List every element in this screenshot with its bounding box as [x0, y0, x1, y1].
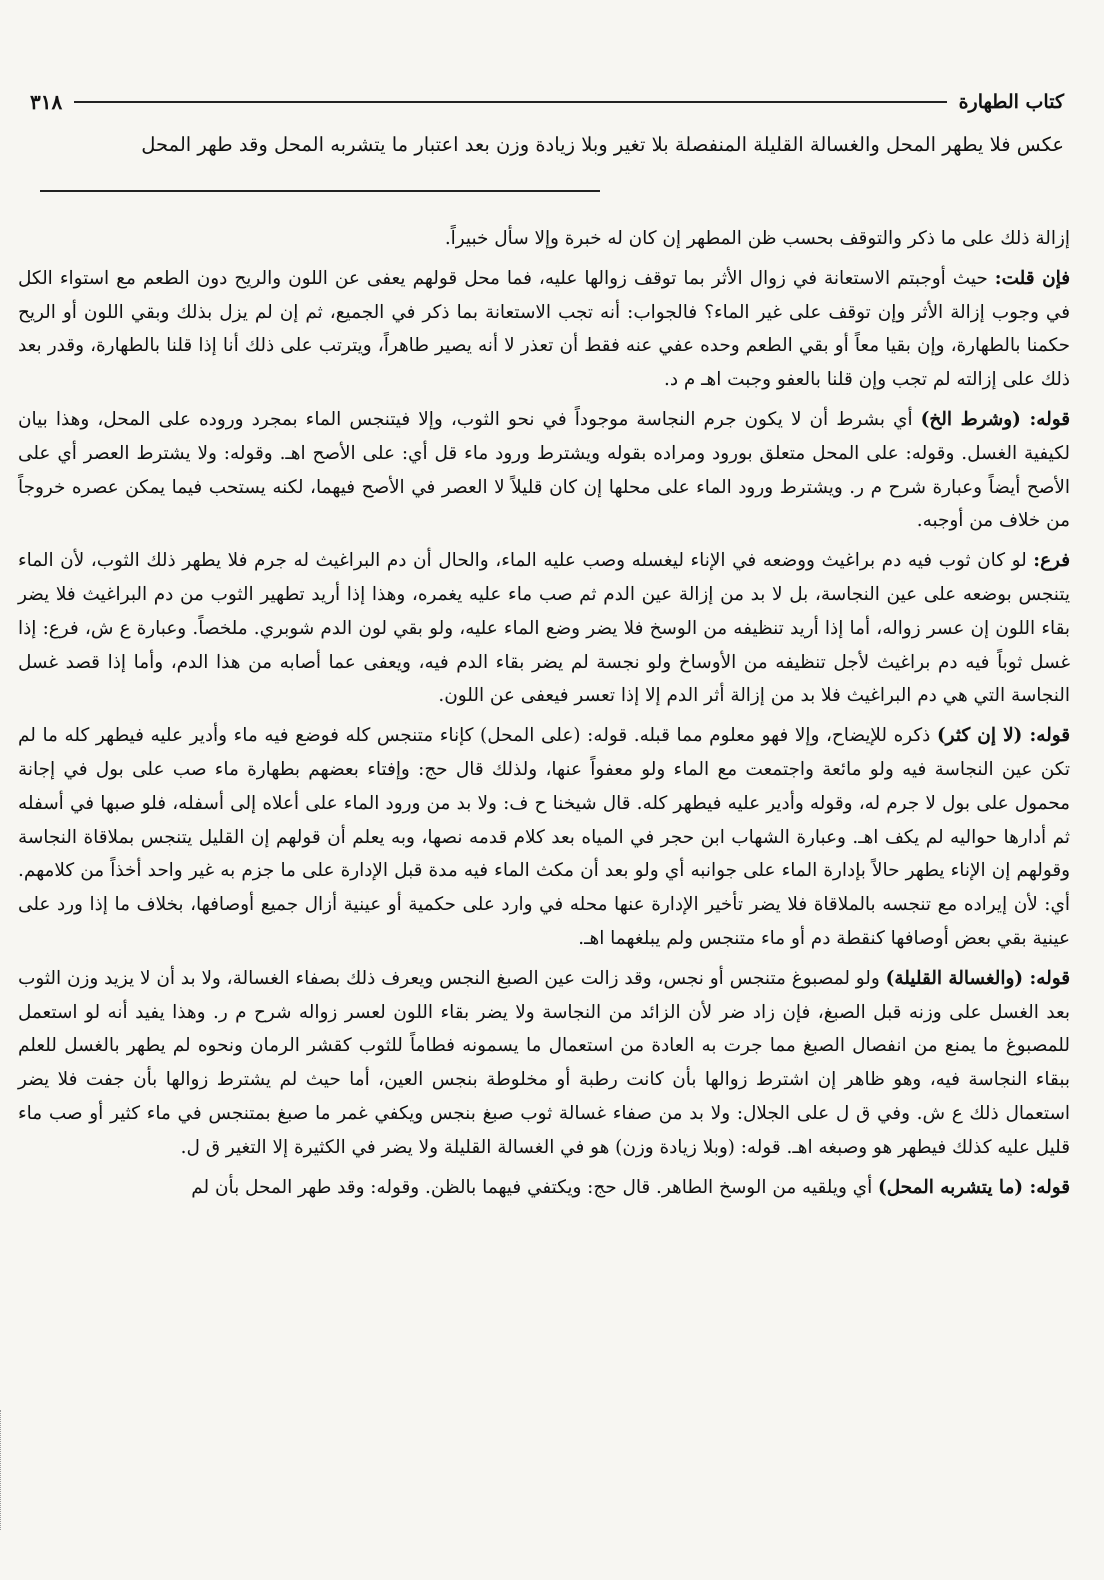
- paragraph-1: [18, 222, 1070, 256]
- paragraph-2-lead: فإن قلت:: [994, 267, 1071, 289]
- paragraph-4: [18, 544, 1070, 713]
- paragraph-6-text: ولو لمصبوغ متنجس أو نجس، وقد زالت عين الصبغ النجس ويعرف ذلك بصفاء الغسالة، ولا بد أن لا يزيد وزن الثوب بعد الغسل على وزنه قبل الصبغ، فإن زاد ضر لأن الزائد من النجاسة ولا يضر بقاء اللون لعسر زواله شرح م ر. وهذا يفيد أنه لو استعمل للمصبوغ ما يمنع من انفصال الصبغ مما جرت به العادة من استعمال ما يسمونه فطاماً للثوب كقشر الرمان ونحوه لم يطهر بالغسل للعلم ببقاء النجاسة فيه، وهو ظاهر إن اشترط زوالها بأن كانت رطبة أو مخلوطة بنجس العين، أما حيث لم يشترط زوالها بأن جفت فلا يضر استعمال ذلك ع ش. وفي ق ل على الجلال: ولا بد من صفاء غسالة ثوب صبغ بنجس ويكفي غمر ما صبغ بمتنجس في ماء كثير أو صب ماء قليل عليه كذلك فيطهر هو وصبغه اهـ. قوله: (وبلا زيادة وزن) هو في الغسالة القليلة ولا يضر في الكثيرة إلا التغير ق ل.: [18, 967, 1070, 1158]
- main-text-line: عكس فلا يطهر المحل والغسالة القليلة المنفصلة بلا تغير وبلا زيادة وزن بعد اعتبار ما يتشربه المحل وقد طهر المحل: [141, 133, 1064, 156]
- paragraph-3-keyword: (وشرط الخ): [920, 408, 1021, 430]
- footnote-divider: [40, 190, 600, 192]
- page-header: [30, 84, 1064, 120]
- paragraph-5: [18, 719, 1070, 956]
- paragraph-5-text: ذكره للإيضاح، وإلا فهو معلوم مما قبله. قوله: (على المحل) كإناء متنجس كله فوضع فيه ماء وأدير عليه فيطهر كله ما لم تكن عين النجاسة فيه ولو مائعة واجتمعت مع الماء ولو معفواً عنها، ولذلك قال حج: وإفتاء بعضهم بطهارة ماء صب على بول في إجانة محمول على بول لا جرم له، وقوله وأدير عليه فيطهر كله. قال شيخنا ح ف: ولا بد من ورود الماء على أعلاه إلى أسفله، فلو صبها في أسفله ثم أدارها حواليه لم يكف اهـ. وعبارة الشهاب ابن حجر في المياه بعد كلام قدمه نصها، وبه يعلم أن قولهم إن القليل يتنجس بملاقاة النجاسة وقولهم إن الإناء يطهر حالاً بإدارة الماء على جوانبه أي ولو بعد أن مكث الماء فيه مدة قبل الإدارة على ما جزم به غير واحد أخذاً من كلامهم. أي: لأن إيراده مع تنجسه بالملاقاة فلا يضر تأخير الإدارة عنها محله في وارد على حكمية أو عينية أزال جميع أوصافها، بخلاف ما إذا ورد على عينية بقي بعض أوصافها كنقطة دم أو ماء متنجس ولم يبلغهما اهـ.: [18, 725, 1070, 949]
- paragraph-3-intro: قوله:: [1020, 408, 1070, 430]
- paragraph-5-intro: قوله:: [1022, 725, 1071, 747]
- commentary-body: [18, 222, 1070, 1210]
- paragraph-2-text: حيث أوجبتم الاستعانة في زوال الأثر بما توقف زوالها عليه، فما محل قولهم يعفى عن اللون والريح دون الطعم مع استواء الكل في وجوب إزالة الأثر وإن توقف على غير الماء؟ فالجواب: أنه تجب الاستعانة بما ذكر في الجميع، ثم إن لم يزل بذلك وبقي اللون أو الريح حكمنا بالطهارة، وإن بقيا معاً أو بقي الطعم وحده عفي عنه فقط أن تعذر لا أنه يصير طاهراً، ويترتب على ذلك أنا إذا قلنا بالطهارة، وقدر بعد ذلك على إزالته لم تجب وإن قلنا بالعفو وجبت اهـ م د.: [18, 267, 1070, 391]
- paragraph-7: [18, 1171, 1070, 1205]
- running-title: كتاب الطهارة: [958, 91, 1064, 113]
- paragraph-7-text: أي ويلقيه من الوسخ الطاهر. قال حج: ويكتفي فيهما بالظن. وقوله: وقد طهر المحل بأن لم: [191, 1176, 879, 1198]
- scan-edge-mark: [0, 1410, 17, 1530]
- paragraph-3: [18, 403, 1070, 538]
- header-rule: [74, 101, 946, 103]
- paragraph-7-intro: قوله:: [1023, 1176, 1070, 1198]
- paragraph-6-keyword: (والغسالة القليلة): [885, 967, 1024, 989]
- paragraph-2: [18, 262, 1070, 397]
- page-number: ٣١٨: [30, 90, 63, 114]
- paragraph-1-text: إزالة ذلك على ما ذكر والتوقف بحسب ظن المطهر إن كان له خبرة وإلا سأل خبيراً.: [444, 228, 1070, 249]
- paragraph-4-text: لو كان ثوب فيه دم براغيث ووضعه في الإناء ليغسله وصب عليه الماء، والحال أن دم البراغيث له جرم فلا يطهر ذلك الثوب، لأن الماء يتنجس بوضعه على عين النجاسة، بل لا بد من إزالة عين الدم ثم صب ماء عليه يغمره، وهذا إذا أريد تطهير الثوب من دم البراغيث فلا يضر بقاء اللون إن عسر زواله، أما إذا أريد تنظيفه من الوسخ فلا يضر وضع الماء عليه، ولو بقي لون الدم شوبري. ملخصاً. وعبارة ع ش، فرع: إذا غسل ثوباً فيه دم براغيث لأجل تنظيفه من الأوساخ ولو نجسة لم يضر بقاء الدم فيه، ويعفى عما أصابه من هذا الدم، وأما إذا قصد غسل النجاسة التي هي دم البراغيث فلا بد من إزالة أثر الدم إلا إذا تعسر فيعفى عن اللون.: [18, 550, 1070, 707]
- paragraph-3-text: أي بشرط أن لا يكون جرم النجاسة موجوداً في نحو الثوب، وإلا فيتنجس الماء بمجرد وروده على المحل، وهذا بيان لكيفية الغسل. وقوله: على المحل متعلق بورود ومراده بقوله ويشترط ورود ماء قل أي: على الأصح اهـ. وقوله: ولا يشترط العصر أي على الأصح أيضاً وعبارة شرح م ر. ويشترط ورود الماء على محلها إن كان قليلاً لا العصر في الأصح فيهما، لكنه يستحب فيما يمكن عصره خروجاً من خلاف من أوجبه.: [18, 408, 1070, 532]
- paragraph-4-intro: فرع:: [1033, 550, 1070, 572]
- paragraph-6-intro: قوله:: [1023, 967, 1070, 989]
- paragraph-6: [18, 962, 1070, 1165]
- paragraph-5-keyword: (لا إن كثر): [936, 725, 1023, 747]
- paragraph-7-keyword: (ما يتشربه المحل): [878, 1176, 1024, 1198]
